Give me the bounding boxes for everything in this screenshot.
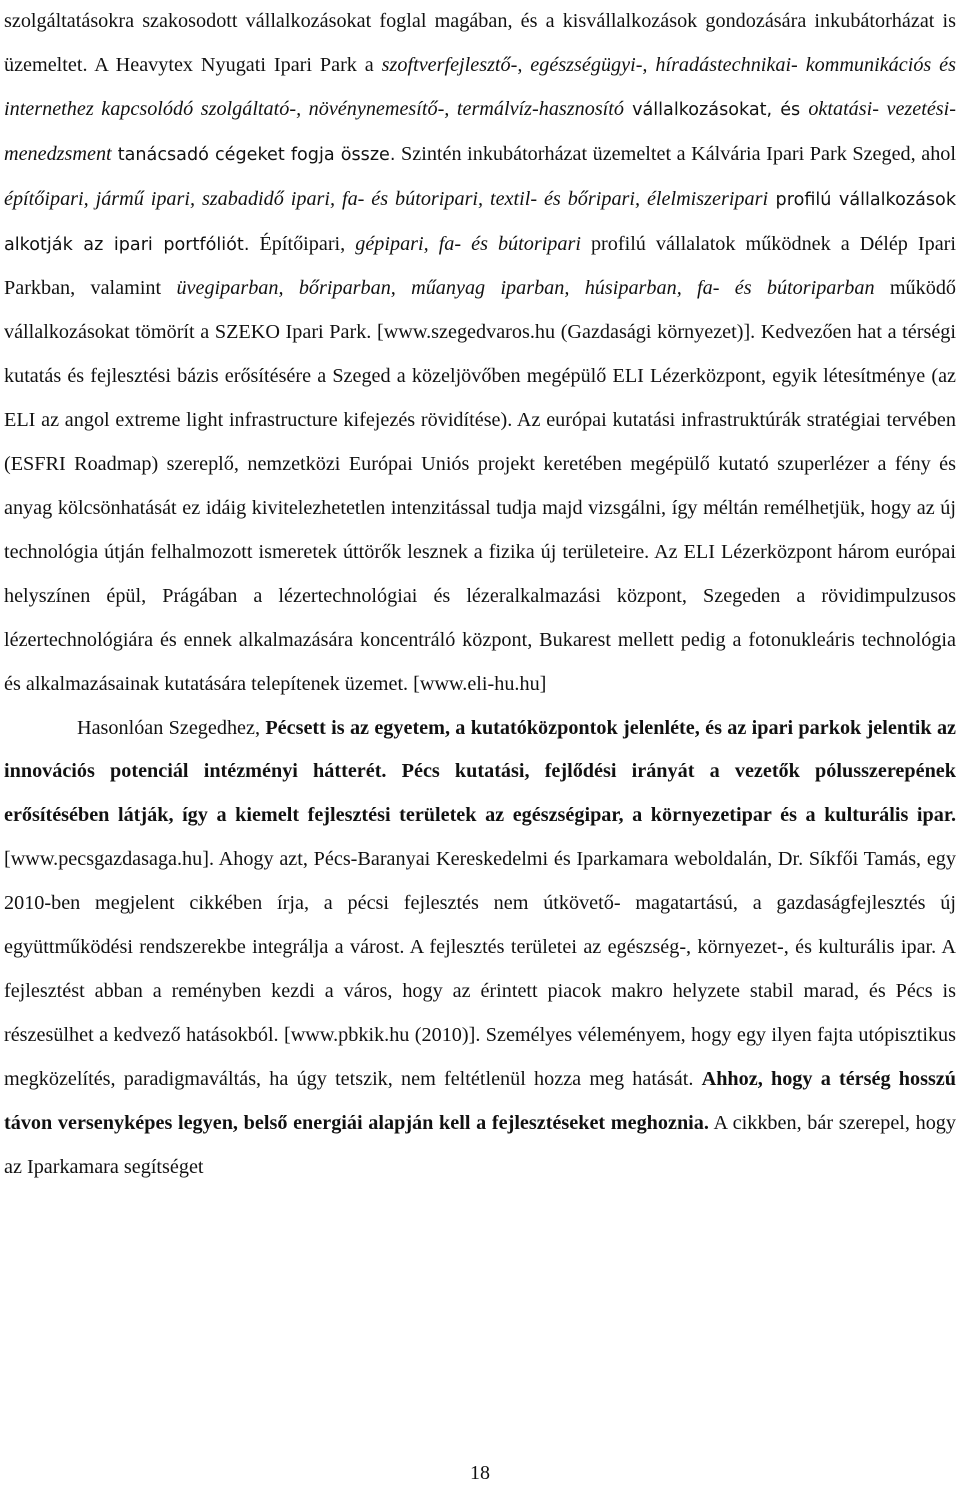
text-run: Építőipari, <box>249 232 356 255</box>
text-run-bold: Pécsett is az egyetem, a kutatóközpontok jelenléte, és az ipari parkok jelentik az innovációs potenciál intézményi hátterét. Pécs kutatási, fejlődési irányát a vezetők pólusszerepének erősítésében látják, így a kiemelt fejlesztési területek az egészségipar, a környezetipar és a kulturális ipar. <box>4 716 956 827</box>
paragraph-ipari-parkok-szeged <box>4 0 956 707</box>
text-run-italic: gépipari, fa- és bútoripari <box>355 232 581 255</box>
text-run: tanácsadó cégeket fogja össze. <box>111 144 396 165</box>
text-run: [www.pecsgazdasaga.hu]. Ahogy azt, Pécs-Baranyai Kereskedelmi és Iparkamara weboldalán, Dr. Síkfői Tamás, egy 2010-ben megjelent cikkében írja, a pécsi fejlesztés nem útkövető- magatartású, a gazdaságfejlesztés új együttműködési rendszerekbe integrálja a várost. A fejlesztés területei az egészség-, környezet-, és kulturális ipar. A fejlesztést abban a reményben kezdi a város, hogy az érintett piacok makro helyzete stabil marad, és Pécs is részesülhet a kedvező hatásokból. [www.pbkik.hu (2010)]. Személyes véleményem, hogy egy ilyen fajta utópisztikus megközelítés, paradigmaváltás, ha úgy tetszik, nem feltétlenül hozza meg hatását. <box>4 848 956 1090</box>
text-run: működő vállalkozásokat tömörít a SZEKO Ipari Park. [www.szegedvaros.hu (Gazdasági környezet)]. Kedvezően hat a térségi kutatás és fejlesztési bázis erősítésére a Szeged a közeljövőben megépülő ELI Lézerközpont, egyik létesítménye (az ELI az angol extreme light infrastructure kifejezés rövidítése). Az európai kutatási infrastruktúrák stratégiai tervében (ESFRI Roadmap) szereplő, nemzetközi Európai Uniós projekt keretében megépülő kutató szuperlézer a fény és anyag kölcsönhatását ez idáig kivitelezhetetlen intenzitással tudja majd vizsgálni, így méltán remélhetjük, hogy az új technológia útján felhalmozott ismeretek úttörők lesznek a fizika új területeire. Az ELI Lézerközpont három európai helyszínen épül, Prágában a lézertechnológiai és lézeralkalmazási központ, Szegeden a rövidimpulzusos lézertechnológiára és ennek alkalmazására koncentráló központ, Bukarest mellett pedig a fotonukleáris technológia és alkalmazásainak kutatására telepítenek üzemet. [www.eli-hu.hu] <box>4 277 957 695</box>
text-run-italic: oktatási- vezetési-menedzsment <box>4 97 956 165</box>
text-run: Hasonlóan Szegedhez, <box>77 716 266 739</box>
text-run: Szintén inkubátorházat üzemeltet a Kálvária Ipari Park Szeged, ahol <box>395 142 956 165</box>
document-page <box>4 0 956 1189</box>
text-run: profilú vállalkozások alkotják az ipari portfóliót. <box>4 189 957 255</box>
page-number: 18 <box>470 1462 490 1484</box>
paragraph-pecs <box>4 707 956 1190</box>
text-run: profilú vállalatok működnek a Délép Ipari Parkban, valamint <box>4 232 957 300</box>
text-run: szolgáltatásokra szakosodott vállalkozásokat foglal magában, és a kisvállalkozások gondozására inkubátorházat is üzemeltet. A Heavytex Nyugati Ipari Park a <box>4 10 956 76</box>
text-run: vállalkozásokat, és <box>624 99 809 120</box>
text-run-italic: építőipari, jármű ipari, szabadidő ipari, fa- és bútoripari, textil- és bőripari, élelmiszeripari <box>4 187 769 210</box>
text-run: A cikkben, bár szerepel, hogy az Iparkamara segítséget <box>4 1111 956 1178</box>
text-run-bold: Ahhoz, hogy a térség hosszú távon versenyképes legyen, belső energiái alapján kell a fejlesztéseket meghoznia. <box>4 1067 956 1134</box>
text-run-italic: szoftverfejlesztő-, egészségügyi-, híradástechnikai- kommunikációs és internethez kapcsolódó szolgáltató-, növénynemesítő-, termálvíz-hasznosító <box>4 53 956 120</box>
text-run-italic: üvegiparban, bőriparban, műanyag iparban, húsiparban, fa- és bútoriparban <box>176 277 875 300</box>
